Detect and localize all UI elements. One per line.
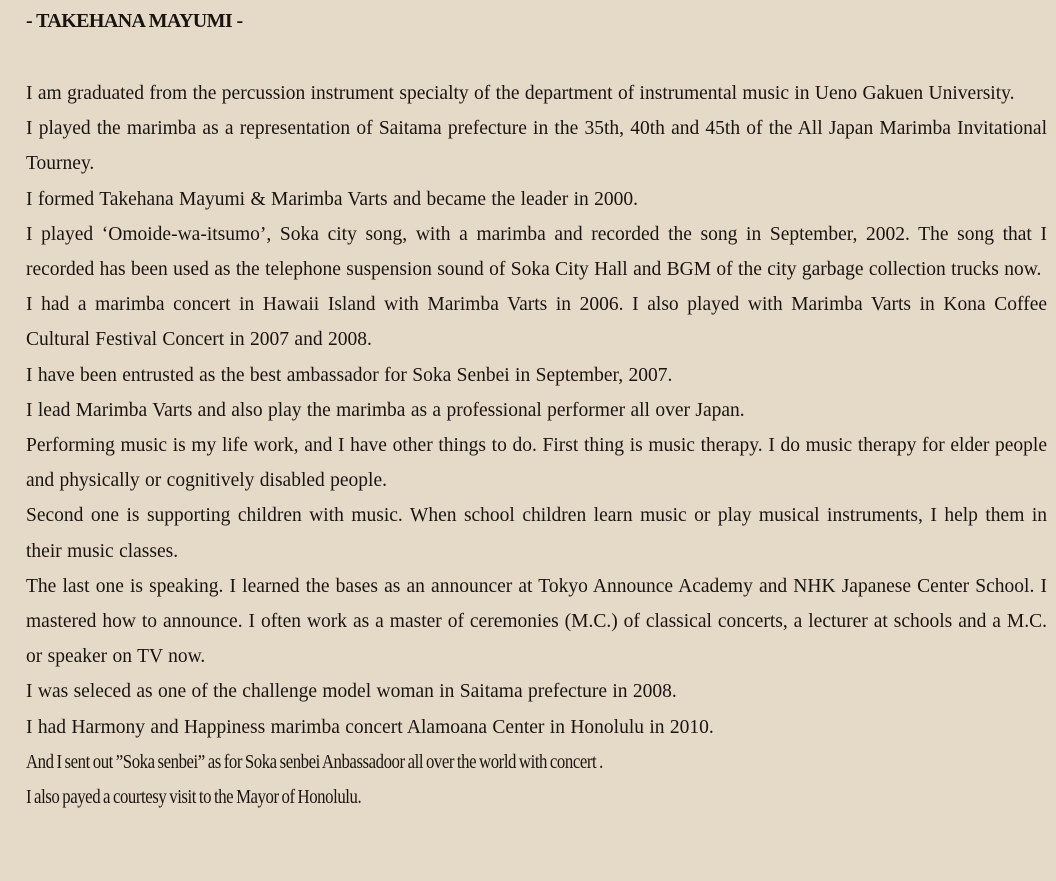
bio-paragraph-music-therapy: Performing music is my life work, and I have other things to do. First thing is music therapy. I do music therapy for elder people and physically or cognitively disabled people.	[26, 435, 1047, 492]
bio-paragraph-mayor-visit	[26, 780, 1047, 815]
bio-paragraph-professional: I lead Marimba Varts and also play the marimba as a professional performer all over Japan.	[26, 399, 745, 421]
bio-paragraph-supporting-children: Second one is supporting children with music. When school children learn music or play musical instruments, I help them in their music classes.	[26, 505, 1047, 562]
bio-paragraph-mayor-visit-text: I also payed a courtesy visit to the Mayor of Honolulu.	[26, 787, 362, 809]
bio-paragraph-marimba-varts: I formed Takehana Mayumi & Marimba Varts and became the leader in 2000.	[26, 188, 639, 210]
bio-paragraph-education: I am graduated from the percussion instrument specialty of the department of instrumental music in Ueno Gakuen University.	[26, 83, 1015, 104]
bio-paragraph-speaking: The last one is speaking. I learned the bases as an announcer at Tokyo Announce Academy and NHK Japanese Center School. I mastered how to announce. I often work as a master of ceremonies (M.C.) of classical concerts, a lecturer at schools and a M.C. or speaker on TV now.	[26, 575, 1047, 668]
bio-paragraph-tourney: I played the marimba as a representation of Saitama prefecture in the 35th, 40th and 45th of the All Japan Marimba Invitational Tourney.	[26, 118, 1047, 175]
biography	[26, 76, 1047, 815]
bio-paragraph-senbei-world-text: And I sent out ”Soka senbei” as for Soka senbei Anbassadoor all over the world with concert .	[26, 751, 603, 773]
bio-paragraph-city-song: I played ‘Omoide-wa-itsumo’, Soka city song, with a marimba and recorded the song in September, 2002. The song that I recorded has been used as the telephone suspension sound of Soka City Hall and BGM of the city garbage collection trucks now.	[26, 223, 1047, 281]
bio-paragraph-ambassador: I have been entrusted as the best ambassador for Soka Senbei in September, 2007.	[26, 364, 673, 386]
bio-paragraph-challenge-model: I was seleced as one of the challenge model woman in Saitama prefecture in 2008.	[26, 681, 677, 703]
bio-paragraph-honolulu-concert: I had Harmony and Happiness marimba concert Alamoana Center in Honolulu in 2010.	[26, 716, 714, 738]
bio-paragraph-hawaii-concert: I had a marimba concert in Hawaii Island with Marimba Varts in 2006. I also played with Marimba Varts in Kona Coffee Cultural Festival Concert in 2007 and 2008.	[26, 294, 1047, 351]
page-title: - TAKEHANA MAYUMI -	[26, 10, 243, 32]
title-spacer	[26, 36, 1047, 76]
bio-paragraph-senbei-world	[26, 745, 1047, 780]
